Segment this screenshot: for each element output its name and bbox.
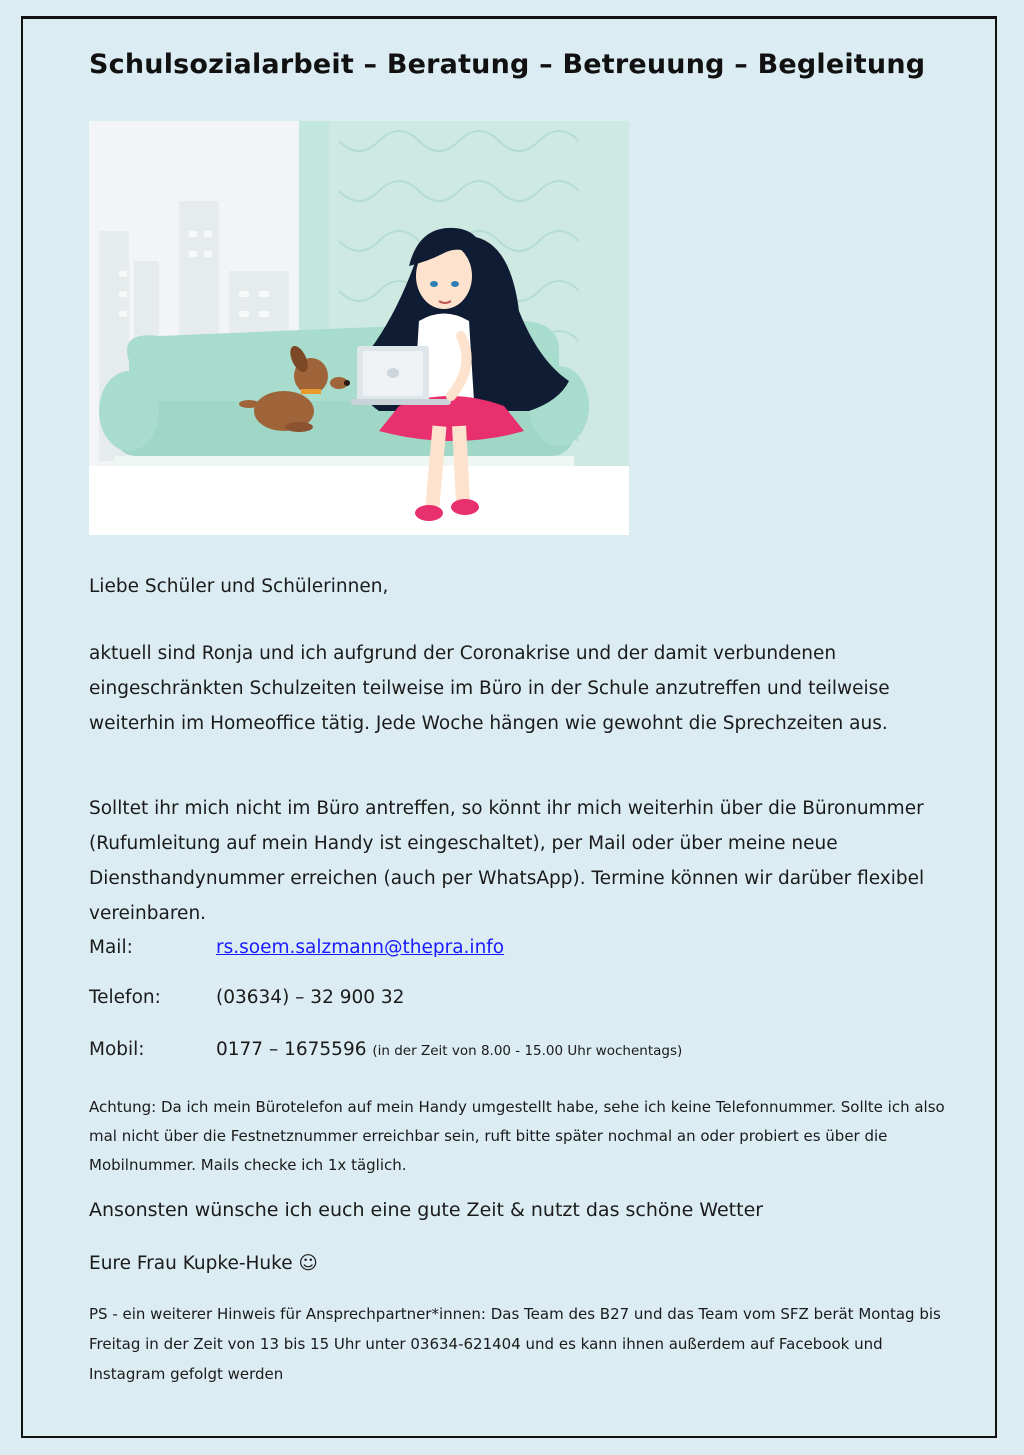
phone-label: Telefon:: [89, 987, 161, 1008]
paragraph-reachability: Solltet ihr mich nicht im Büro antreffen, so könnt ihr mich weiterhin über die Büronummer (Rufumleitung auf mein Handy ist eingeschaltet), per Mail oder über meine neue Diensthandynummer erreichen (auch per WhatsApp). Termine können wir darüber flexibel vereinbaren.: [89, 798, 925, 924]
mail-link[interactable]: rs.soem.salzmann@thepra.info: [216, 937, 505, 958]
mobile-value: 0177 – 1675596: [216, 1039, 367, 1060]
girl-with-laptop-illustration: [89, 121, 629, 535]
phone-value: (03634) – 32 900 32: [216, 987, 405, 1008]
mail-label: Mail:: [89, 937, 133, 958]
mobile-label: Mobil:: [89, 1039, 145, 1060]
paragraph-office-hours: aktuell sind Ronja und ich aufgrund der Coronakrise und der damit verbundenen eingeschränkten Schulzeiten teilweise im Büro in der Schule anzutreffen und teilweise weiterhin im Homeoffice tätig. Jede Woche hängen wie gewohnt die Sprechzeiten aus.: [89, 643, 890, 734]
mobile-value-group: [216, 1039, 682, 1060]
greeting: Liebe Schüler und Schülerinnen,: [89, 576, 389, 597]
closing-wish: Ansonsten wünsche ich euch eine gute Zeit & nutzt das schöne Wetter: [89, 1199, 764, 1221]
page-title: Schulsozialarbeit – Beratung – Betreuung – Begleitung: [89, 49, 926, 80]
phone-note: Achtung: Da ich mein Bürotelefon auf mein Handy umgestellt habe, sehe ich keine Telefonnummer. Sollte ich also mal nicht über die Festnetznummer erreichbar sein, ruft bitte später nochmal an oder probiert es über die Mobilnummer. Mails checke ich 1x täglich.: [89, 1098, 945, 1174]
mobile-hours-hint: (in der Zeit von 8.00 - 15.00 Uhr wochentags): [372, 1043, 683, 1059]
document-frame: [21, 16, 997, 1438]
postscript: PS - ein weiterer Hinweis für Ansprechpartner*innen: Das Team des B27 und das Team vom SFZ berät Montag bis Freitag in der Zeit von 13 bis 15 Uhr unter 03634-621404 und es kann ihnen außerdem auf Facebook und Instagram gefolgt werden: [89, 1305, 941, 1383]
signature: Eure Frau Kupke-Huke ☺: [89, 1253, 318, 1274]
